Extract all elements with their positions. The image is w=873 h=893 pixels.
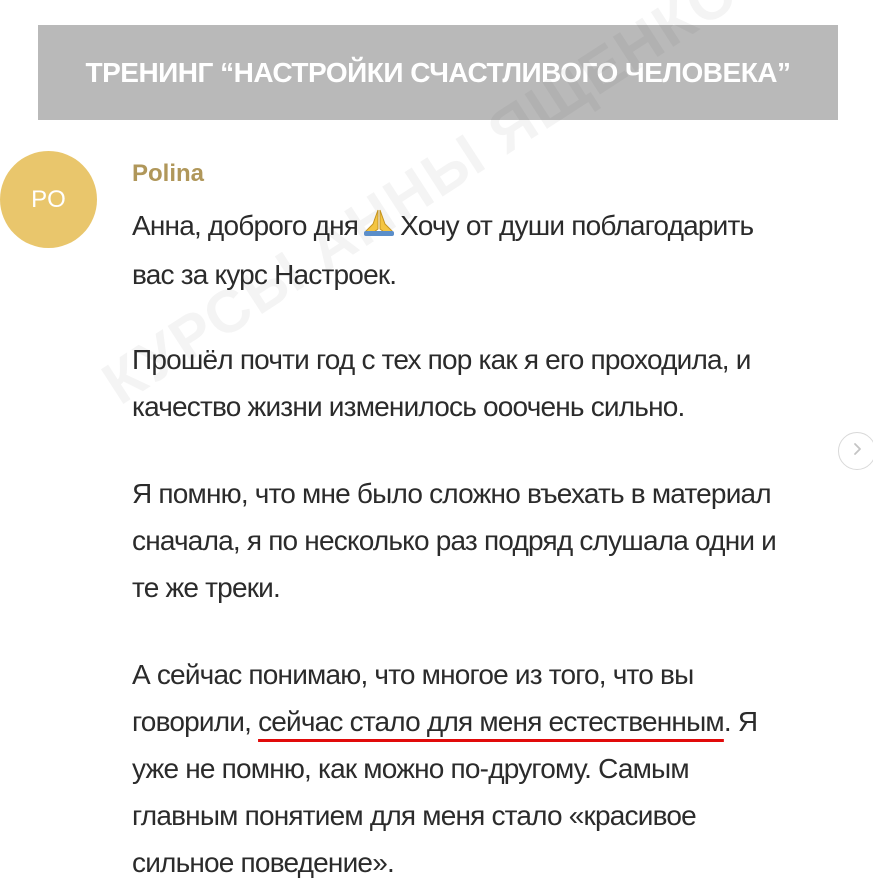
text-line: те же треки. [132, 572, 280, 603]
avatar-initials: PO [31, 185, 66, 213]
comment-paragraph-1 [132, 202, 862, 298]
banner-title: ТРЕНИНГ “НАСТРОЙКИ СЧАСТЛИВОГО ЧЕЛОВЕКА” [85, 56, 791, 88]
comment-paragraph-4 [132, 651, 862, 886]
text-segment: Анна, доброго дня [132, 210, 359, 241]
text-line: вас за курс Настроек. [132, 259, 397, 291]
text-segment: говорили, [132, 706, 259, 737]
banner [38, 25, 838, 120]
chevron-right-icon [850, 442, 864, 461]
text-line: сильное поведение». [132, 847, 394, 878]
comment-paragraph-2 [132, 336, 862, 430]
text-line [132, 698, 862, 745]
text-line: А сейчас понимаю, что многое из того, что вы [132, 659, 694, 690]
text-line: Я помню, что мне было сложно въехать в материал [132, 478, 771, 509]
text-segment: . Я [723, 706, 758, 737]
avatar[interactable] [0, 151, 97, 248]
author-name[interactable]: Polina [132, 160, 205, 187]
text-line: качество жизни изменилось ооочень сильно. [132, 391, 685, 422]
carousel-next-button[interactable] [838, 432, 873, 470]
comment-paragraph-3 [132, 470, 862, 611]
text-line: сначала, я по несколько раз подряд слушала одни и [132, 525, 777, 556]
folded-hands-icon [362, 204, 396, 251]
text-line: уже не помню, как можно по-другому. Самым [132, 753, 689, 784]
text-segment: Хочу от души поблагодарить [400, 210, 754, 241]
highlighted-phrase: сейчас стало для меня естественным [258, 706, 724, 737]
text-line [132, 202, 862, 251]
text-line: Прошёл почти год с тех пор как я его проходила, и [132, 344, 751, 375]
text-line: главным понятием для меня стало «красивое [132, 800, 696, 831]
